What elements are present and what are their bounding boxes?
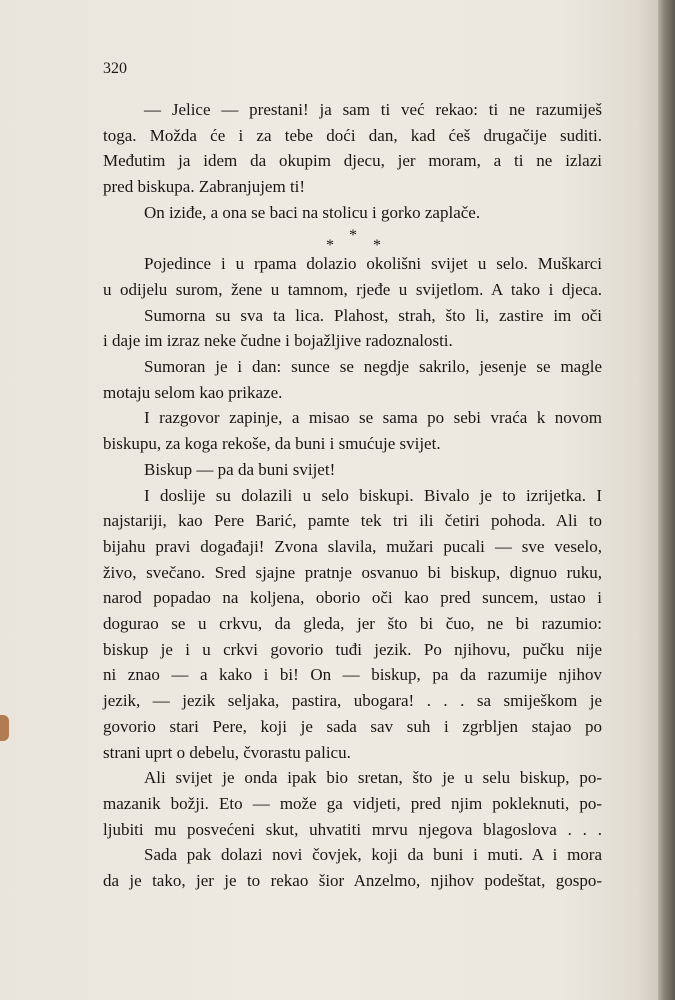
text-line: On iziđe, a ona se baci na stolicu i gorko zaplače. [144, 202, 481, 222]
text-line: u odijelu surom, žene u tamnom, rjeđe u svijetlom. A tako i djeca. [103, 279, 602, 299]
text-line: da je tako, jer je to rekao šior Anzelmo, njihov podeštat, gospo- [103, 871, 602, 891]
asterisk: * [326, 236, 334, 254]
text-line: Sada pak dolazi novi čovjek, koji da buni i muti. A i mora [144, 845, 602, 865]
text-line: najstariji, kao Pere Barić, pamte tek tri ili četiri pohoda. Ali to [103, 511, 602, 531]
text-line: dogurao se u crkvu, da gleda, jer što bi čuo, ne bi razumio: [103, 614, 602, 634]
asterisk: * [349, 226, 357, 244]
text-line: pred biskupa. Zabranjujem ti! [103, 177, 306, 197]
text-line: narod popadao na koljena, oborio oči kao pred suncem, ustao i [103, 588, 602, 608]
text-line: ljubiti mu posvećeni skut, uhvatiti mrvu njegova blagoslova . . . [103, 819, 602, 839]
asterisk: * [373, 236, 381, 254]
text-line: Sumoran je i dan: sunce se negdje sakrilo, jesenje se magle [144, 357, 602, 377]
page-number: 320 [103, 60, 127, 77]
paper-stain [0, 715, 9, 741]
text-line: govorio stari Pere, koji je sada sav suh i zgrbljen stajao po [103, 716, 602, 736]
text-line: ni znao — a kako i bi! On — biskup, pa da razumije njihov [103, 665, 602, 685]
text-line: I doslije su dolazili u selo biskupi. Bivalo je to izrijetka. I [144, 485, 602, 505]
text-line: I razgovor zapinje, a misao se sama po sebi vraća k novom [144, 408, 602, 428]
text-line: Ali svijet je onda ipak bio sretan, što je u selu biskup, po- [144, 768, 602, 788]
text-line: mazanik božji. Eto — može ga vidjeti, pred njim pokleknuti, po- [103, 793, 602, 813]
text-line: jezik, — jezik seljaka, pastira, ubogara! . . . sa smiješkom je [103, 691, 602, 711]
text-line: Međutim ja idem da okupim djecu, jer moram, a ti ne izlazi [103, 151, 602, 171]
text-line: Sumorna su sva ta lica. Plahost, strah, što li, zastire im oči [144, 305, 602, 325]
text-line: živo, svečano. Sred sjajne pratnje osvanuo bi biskup, dignuo ruku, [103, 562, 602, 582]
text-line: Biskup — pa da buni svijet! [144, 459, 336, 479]
section-break-asterisks [103, 226, 602, 252]
page-body-text [103, 97, 602, 894]
text-line: Pojedince i u rpama dolazio okolišni svijet u selo. Muškarci [144, 254, 602, 274]
text-line: toga. Možda će i za tebe doći dan, kad ćeš drugačije suditi. [103, 125, 602, 145]
text-line: biskup je i u crkvi govorio tuđi jezik. Po njihovu, pučku nije [103, 639, 602, 659]
text-line: biskupu, za koga rekoše, da buni i smućuje svijet. [103, 434, 441, 454]
page-edge-shadow [658, 0, 675, 1000]
text-line: bijahu pravi događaji! Zvona slavila, mužari pucali — sve veselo, [103, 536, 602, 556]
text-line: — Jelice — prestani! ja sam ti već rekao: ti ne razumiješ [144, 100, 602, 119]
text-line: motaju selom kao prikaze. [103, 382, 283, 402]
text-line: strani uprt o debelu, čvorastu palicu. [103, 742, 351, 762]
text-line: i daje im izraz neke čudne i bojažljive radoznalosti. [103, 331, 453, 351]
